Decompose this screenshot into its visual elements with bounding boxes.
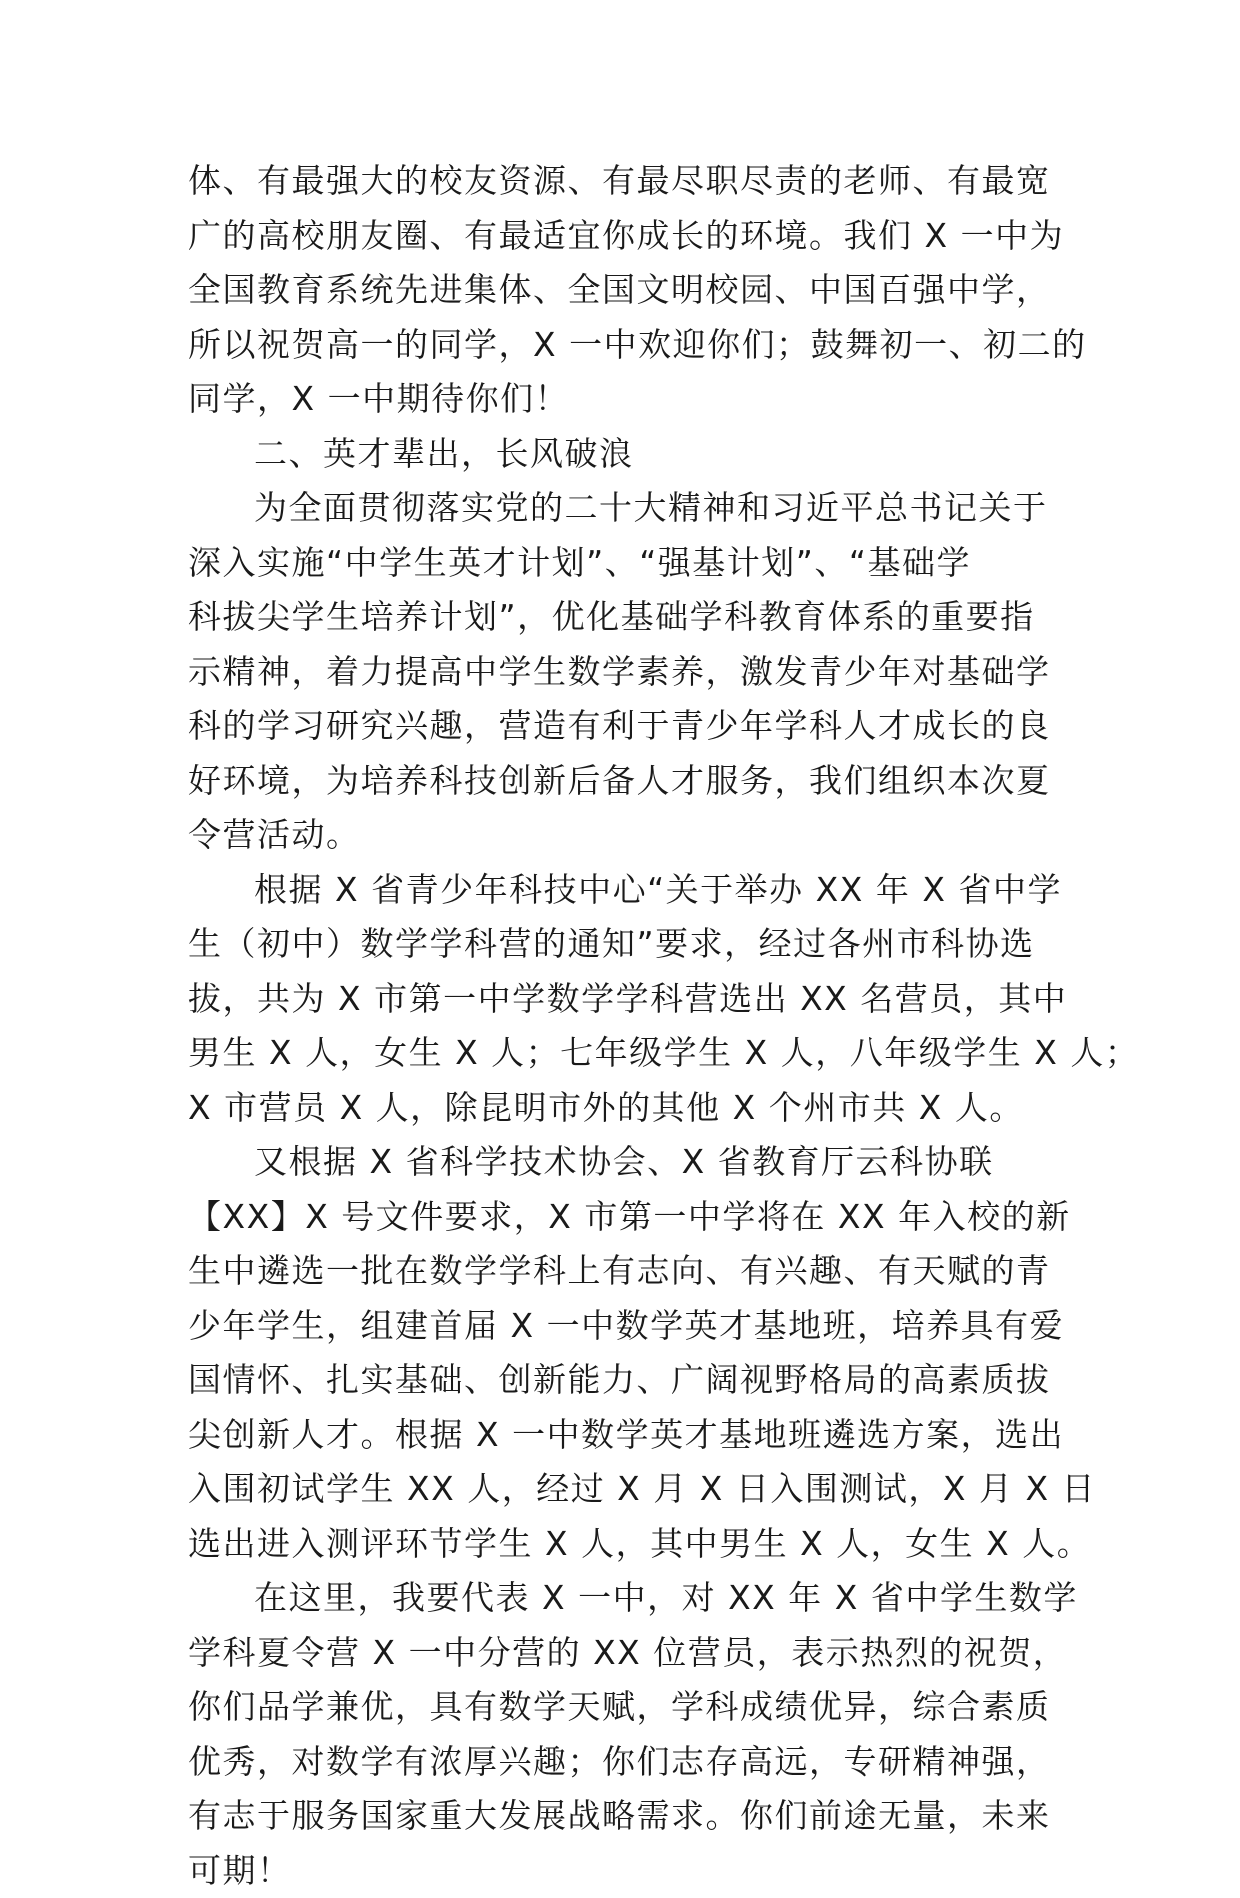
text-line: 国情怀、扎实基础、创新能力、广阔视野格局的高素质拔 — [188, 1353, 1064, 1408]
section-heading: 二、英才辈出，长风破浪 — [188, 427, 1064, 482]
text-line: 示精神，着力提高中学生数学素养，激发青少年对基础学 — [188, 645, 1064, 700]
text-line: 有志于服务国家重大发展战略需求。你们前途无量，未来 — [188, 1789, 1064, 1844]
text-line: 尖创新人才。根据 X 一中数学英才基地班遴选方案，选出 — [188, 1408, 1064, 1463]
text-line: 所以祝贺高一的同学，X 一中欢迎你们；鼓舞初一、初二的 — [188, 318, 1064, 373]
text-line: 体、有最强大的校友资源、有最尽职尽责的老师、有最宽 — [188, 154, 1064, 209]
text-line: 深入实施“中学生英才计划”、“强基计划”、“基础学 — [188, 536, 1064, 591]
text-line: 全国教育系统先进集体、全国文明校园、中国百强中学， — [188, 263, 1064, 318]
text-line: 拔，共为 X 市第一中学数学学科营选出 XX 名营员，其中 — [188, 972, 1064, 1027]
text-line: 你们品学兼优，具有数学天赋，学科成绩优异，综合素质 — [188, 1680, 1064, 1735]
text-line: 令营活动。 — [188, 808, 1064, 863]
text-line: 少年学生，组建首届 X 一中数学英才基地班，培养具有爱 — [188, 1299, 1064, 1354]
text-line: 入围初试学生 XX 人，经过 X 月 X 日入围测试，X 月 X 日 — [188, 1462, 1064, 1517]
text-line: 可期！ — [188, 1844, 1064, 1898]
text-line: 好环境，为培养科技创新后备人才服务，我们组织本次夏 — [188, 754, 1064, 809]
paragraph-start: 在这里，我要代表 X 一中，对 XX 年 X 省中学生数学 — [188, 1571, 1064, 1626]
text-line: 男生 X 人，女生 X 人；七年级学生 X 人，八年级学生 X 人； — [188, 1026, 1064, 1081]
text-line: 选出进入测评环节学生 X 人，其中男生 X 人，女生 X 人。 — [188, 1517, 1064, 1572]
text-line: 科的学习研究兴趣，营造有利于青少年学科人才成长的良 — [188, 699, 1064, 754]
text-line: 生中遴选一批在数学学科上有志向、有兴趣、有天赋的青 — [188, 1244, 1064, 1299]
text-line: 同学，X 一中期待你们！ — [188, 372, 1064, 427]
text-line: X 市营员 X 人，除昆明市外的其他 X 个州市共 X 人。 — [188, 1081, 1064, 1136]
paragraph-start: 为全面贯彻落实党的二十大精神和习近平总书记关于 — [188, 481, 1064, 536]
text-line: 【XX】X 号文件要求，X 市第一中学将在 XX 年入校的新 — [188, 1190, 1064, 1245]
text-line: 广的高校朋友圈、有最适宜你成长的环境。我们 X 一中为 — [188, 209, 1064, 264]
text-line: 生（初中）数学学科营的通知”要求，经过各州市科协选 — [188, 917, 1064, 972]
text-line: 学科夏令营 X 一中分营的 XX 位营员，表示热烈的祝贺， — [188, 1626, 1064, 1681]
text-line: 科拔尖学生培养计划”，优化基础学科教育体系的重要指 — [188, 590, 1064, 645]
document-body — [188, 154, 1064, 1898]
text-line: 优秀，对数学有浓厚兴趣；你们志存高远，专研精神强， — [188, 1735, 1064, 1790]
paragraph-start: 又根据 X 省科学技术协会、X 省教育厅云科协联 — [188, 1135, 1064, 1190]
paragraph-start: 根据 X 省青少年科技中心“关于举办 XX 年 X 省中学 — [188, 863, 1064, 918]
